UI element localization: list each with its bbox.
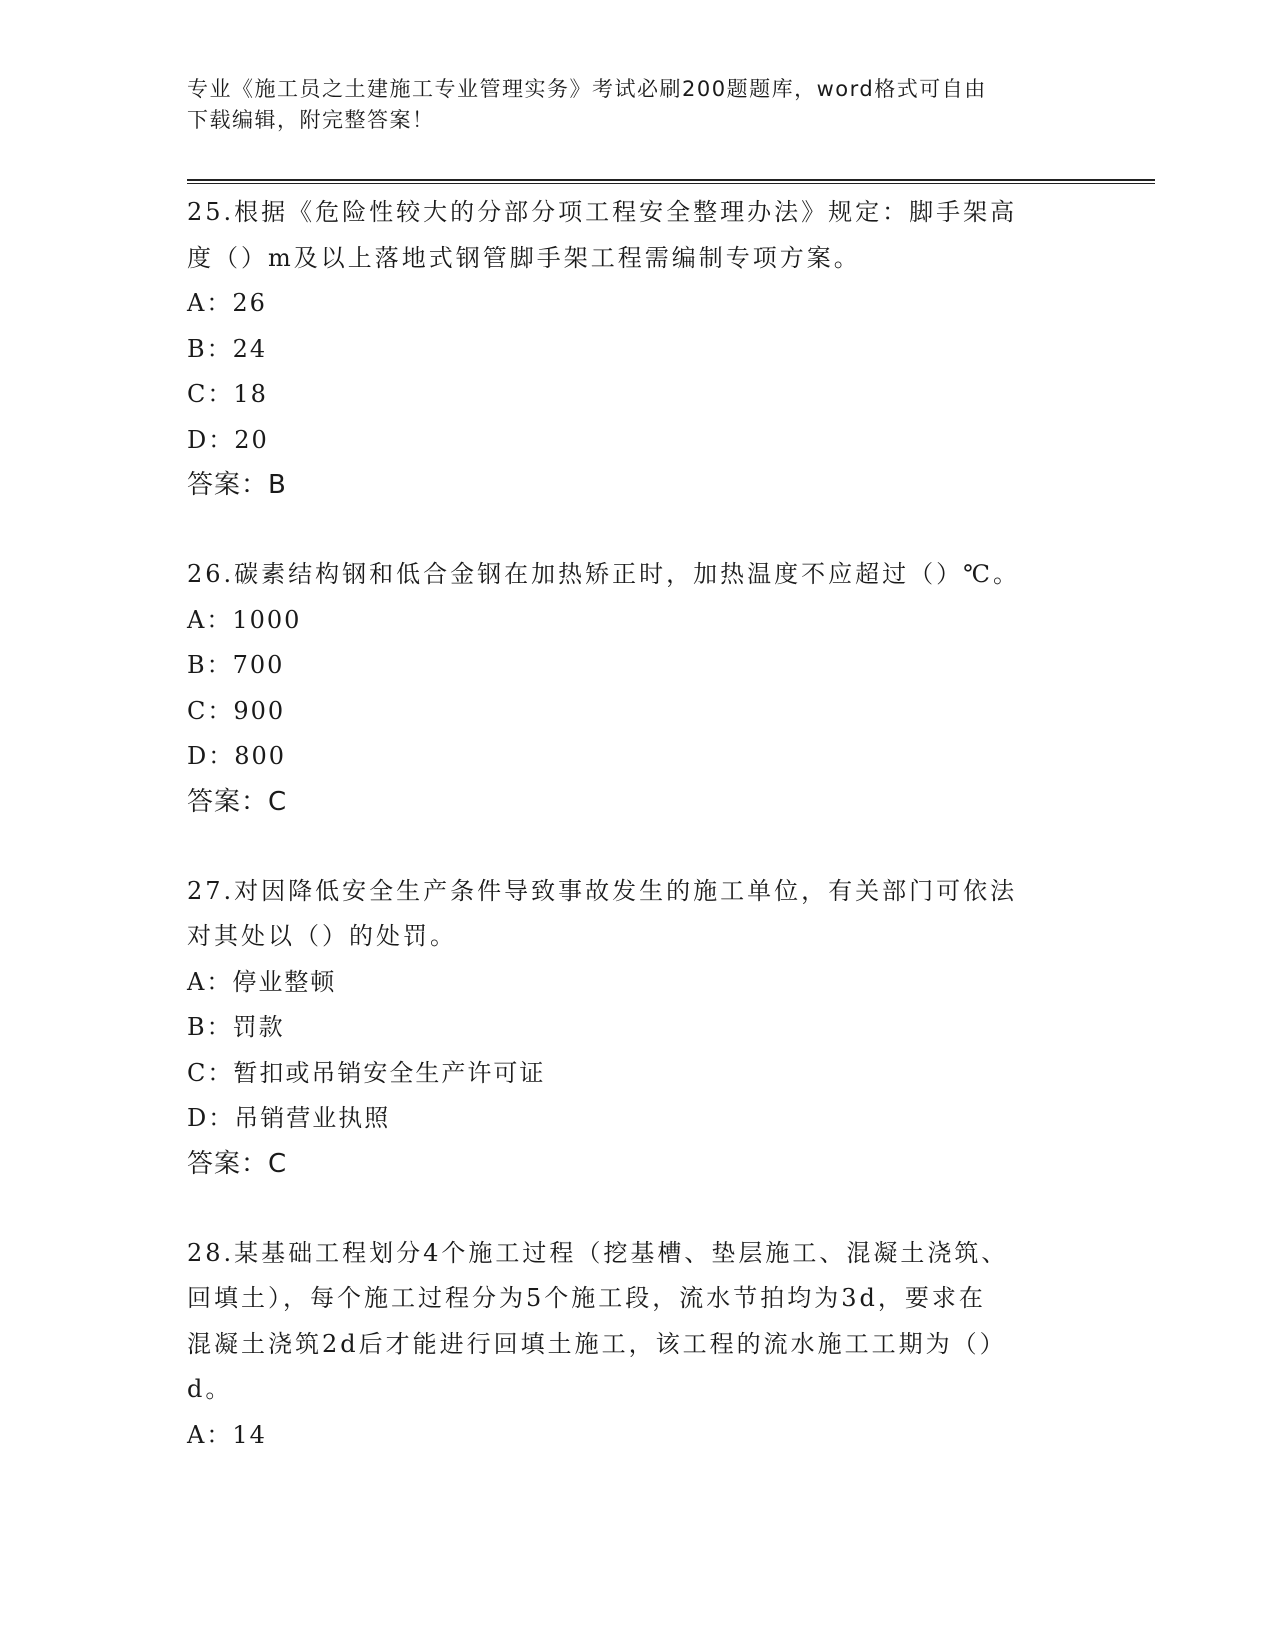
question-stem-line: 27.对因降低安全生产条件导致事故发生的施工单位，有关部门可依法	[187, 876, 1018, 905]
option-text: 停业整顿	[232, 967, 337, 996]
question-stem-line: 对其处以（）的处罚。	[187, 922, 457, 950]
answer-option	[187, 327, 1087, 373]
option-text: 20	[234, 425, 269, 454]
answer-option	[187, 1051, 1087, 1097]
question-stem	[187, 1231, 1087, 1413]
question-stem	[187, 869, 1087, 960]
question-block	[187, 552, 1087, 825]
option-letter: A：	[187, 289, 233, 317]
header-line-1: 专业《施工员之土建施工专业管理实务》考试必刷200题题库，word格式可自由	[187, 77, 987, 101]
option-letter: A：	[187, 967, 233, 996]
answer-key: 答案：B	[187, 470, 287, 500]
header-rule-thin	[187, 183, 1155, 184]
option-text: 26	[232, 289, 267, 317]
question-block	[187, 190, 1087, 508]
answer-key: 答案：C	[187, 1148, 288, 1179]
option-letter: D：	[187, 425, 235, 454]
question-list	[187, 190, 1087, 1502]
option-letter: A：	[187, 1420, 233, 1449]
option-text: 吊销营业执照	[234, 1104, 391, 1132]
question-block	[187, 1231, 1087, 1459]
answer-option	[187, 689, 1087, 735]
answer-option	[187, 1005, 1087, 1051]
question-stem-line: 回填土），每个施工过程分为5个施工段，流水节拍均为3d，要求在	[187, 1284, 986, 1312]
question-stem-line: 26.碳素结构钢和低合金钢在加热矫正时，加热温度不应超过（）℃。	[187, 560, 1021, 588]
answer-option	[187, 372, 1087, 418]
header-rule-thick	[187, 179, 1155, 181]
option-letter: D：	[187, 742, 235, 770]
option-letter: B：	[187, 334, 233, 363]
answer-option	[187, 960, 1087, 1006]
option-text: 18	[233, 380, 268, 408]
answer-option	[187, 1096, 1087, 1142]
document-header	[187, 74, 1067, 136]
option-letter: C：	[187, 380, 234, 408]
option-text: 900	[233, 696, 286, 725]
answer-key: 答案：C	[187, 786, 288, 817]
answer-option	[187, 281, 1087, 327]
option-text: 700	[232, 651, 285, 679]
question-stem-line: 混凝土浇筑2d后才能进行回填土施工，该工程的流水施工工期为（）	[187, 1329, 1007, 1358]
answer-option	[187, 734, 1087, 780]
question-stem-line: 度（）m及以上落地式钢管脚手架工程需编制专项方案。	[187, 243, 861, 272]
question-stem	[187, 190, 1087, 281]
option-text: 1000	[232, 605, 302, 634]
option-letter: C：	[187, 696, 234, 725]
question-stem-line: d。	[187, 1375, 233, 1403]
question-stem-line: 25.根据《危险性较大的分部分项工程安全整理办法》规定：脚手架高	[187, 198, 1018, 226]
option-text: 24	[232, 334, 268, 363]
option-letter: D：	[187, 1104, 235, 1132]
question-stem	[187, 552, 1087, 598]
option-text: 800	[234, 742, 287, 770]
option-letter: A：	[187, 605, 233, 634]
answer-option	[187, 418, 1087, 464]
question-block	[187, 869, 1087, 1187]
answer-option	[187, 643, 1087, 689]
question-stem-line: 28.某基础工程划分4个施工过程（挖基槽、垫层施工、混凝土浇筑、	[187, 1238, 1009, 1267]
answer-option	[187, 1413, 1087, 1459]
option-text: 罚款	[232, 1013, 285, 1041]
header-line-2: 下载编辑，附完整答案！	[187, 108, 435, 132]
option-letter: B：	[187, 651, 233, 679]
option-letter: C：	[187, 1058, 234, 1087]
option-text: 暂扣或吊销安全生产许可证	[233, 1058, 546, 1087]
option-text: 14	[232, 1420, 267, 1449]
option-letter: B：	[187, 1013, 233, 1041]
answer-option	[187, 598, 1087, 644]
